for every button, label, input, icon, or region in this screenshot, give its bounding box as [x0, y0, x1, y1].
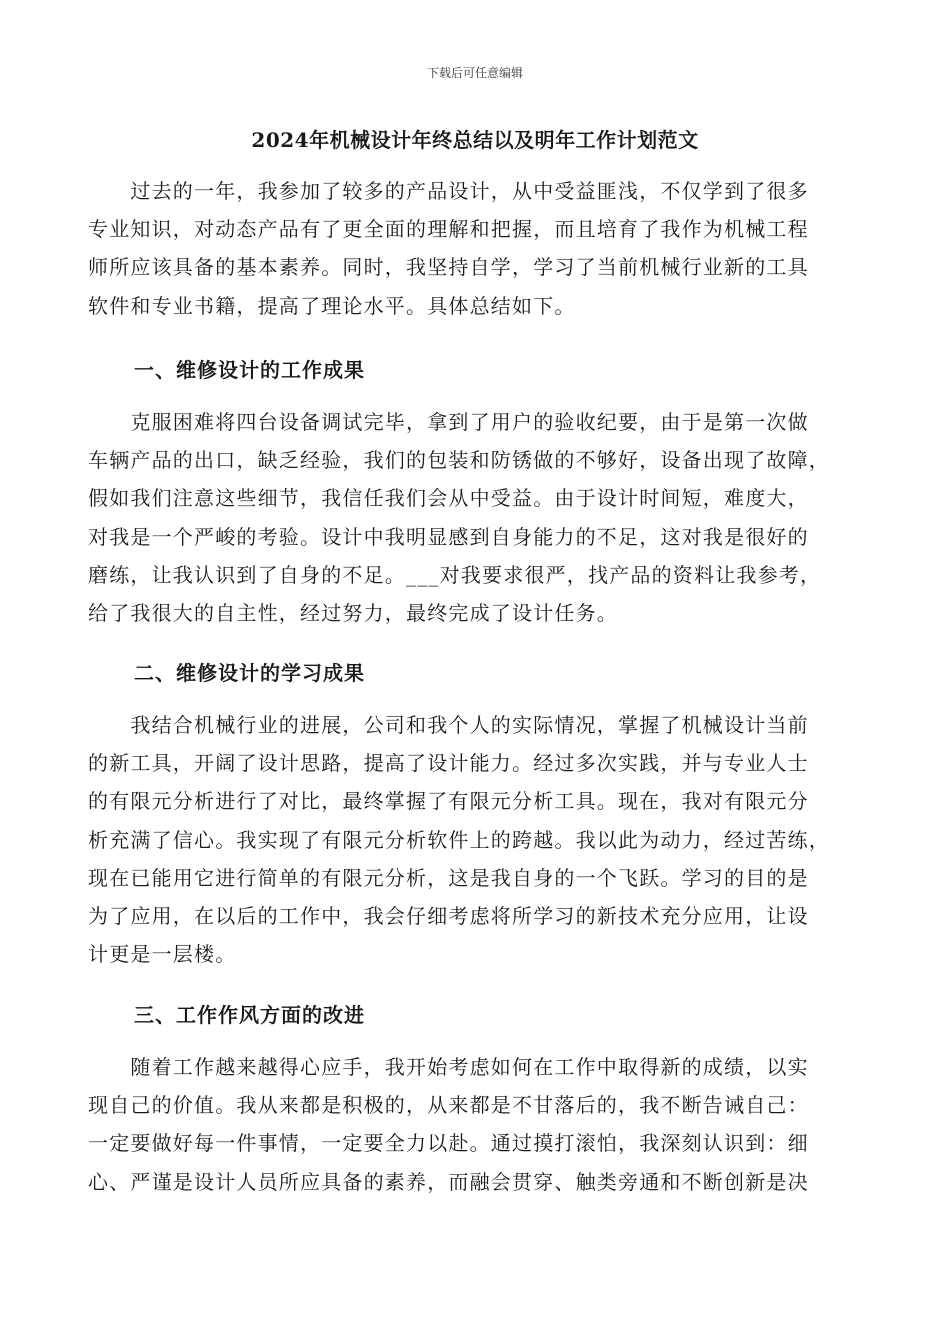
- paragraph-line: 专业知识，对动态产品有了更全面的理解和把握，而且培育了我作为机械工程: [88, 217, 809, 242]
- paragraph-line: 心、严谨是设计人员所应具备的素养，而融会贯穿、触类旁通和不断创新是决: [88, 1169, 809, 1194]
- paragraph-line: 过去的一年，我参加了较多的产品设计，从中受益匪浅，不仅学到了很多: [88, 179, 809, 203]
- paragraph-line: 磨练，让我认识到了自身的不足。___对我要求很严，找产品的资料让我参考，: [88, 562, 822, 587]
- section-heading-3: 三、工作作风方面的改进: [134, 1003, 365, 1027]
- paragraph-line: 现在已能用它进行简单的有限元分析，这是我自身的一个飞跃。学习的目的是: [88, 865, 809, 890]
- paragraph-line: 克服困难将四台设备调试完毕，拿到了用户的验收纪要，由于是第一次做: [88, 410, 809, 434]
- paragraph-line: 计更是一层楼。: [88, 942, 237, 967]
- paragraph-line: 为了应用，在以后的工作中，我会仔细考虑将所学习的新技术充分应用，让设: [88, 904, 809, 929]
- section-3-paragraph: [88, 1048, 858, 1201]
- header-note: 下载后可任意编辑: [426, 66, 523, 80]
- paragraph-line: 的新工具，开阔了设计思路，提高了设计能力。经过多次实践，并与专业人士: [88, 751, 809, 776]
- paragraph-line: 给了我很大的自主性，经过努力，最终完成了设计任务。: [88, 601, 618, 626]
- paragraph-line: 析充满了信心。我实现了有限元分析软件上的跨越。我以此为动力，经过苦练，: [88, 827, 830, 852]
- paragraph-line: 对我是一个严峻的考验。设计中我明显感到自身能力的不足，这对我是很好的: [88, 524, 809, 549]
- paragraph-line: 车辆产品的出口，缺乏经验，我们的包装和防锈做的不够好，设备出现了故障，: [88, 448, 830, 473]
- document-title: 2024年机械设计年终总结以及明年工作计划范文: [251, 128, 699, 152]
- paragraph-line: 的有限元分析进行了对比，最终掌握了有限元分析工具。现在，我对有限元分: [88, 789, 809, 814]
- paragraph-line: 假如我们注意这些细节，我信任我们会从中受益。由于设计时间短，难度大，: [88, 486, 809, 511]
- paragraph-line: 师所应该具备的基本素养。同时，我坚持自学，学习了当前机械行业新的工具: [88, 255, 809, 280]
- section-2-paragraph: [88, 706, 858, 973]
- section-heading-1: 一、维修设计的工作成果: [134, 358, 365, 382]
- paragraph-line: 现自己的价值。我从来都是积极的，从来都是不甘落后的，我不断告诫自己：: [88, 1093, 809, 1118]
- paragraph-line: 一定要做好每一件事情，一定要全力以赴。通过摸打滚怕，我深刻认识到：细: [88, 1131, 809, 1156]
- section-1-paragraph: [88, 403, 858, 632]
- paragraph-line: 我结合机械行业的进展，公司和我个人的实际情况，掌握了机械设计当前: [88, 713, 809, 737]
- paragraph-line: 软件和专业书籍，提高了理论水平。具体总结如下。: [88, 293, 576, 318]
- section-heading-2: 二、维修设计的学习成果: [134, 661, 365, 685]
- intro-paragraph: [88, 172, 858, 325]
- paragraph-line: 随着工作越来越得心应手，我开始考虑如何在工作中取得新的成绩，以实: [88, 1055, 809, 1079]
